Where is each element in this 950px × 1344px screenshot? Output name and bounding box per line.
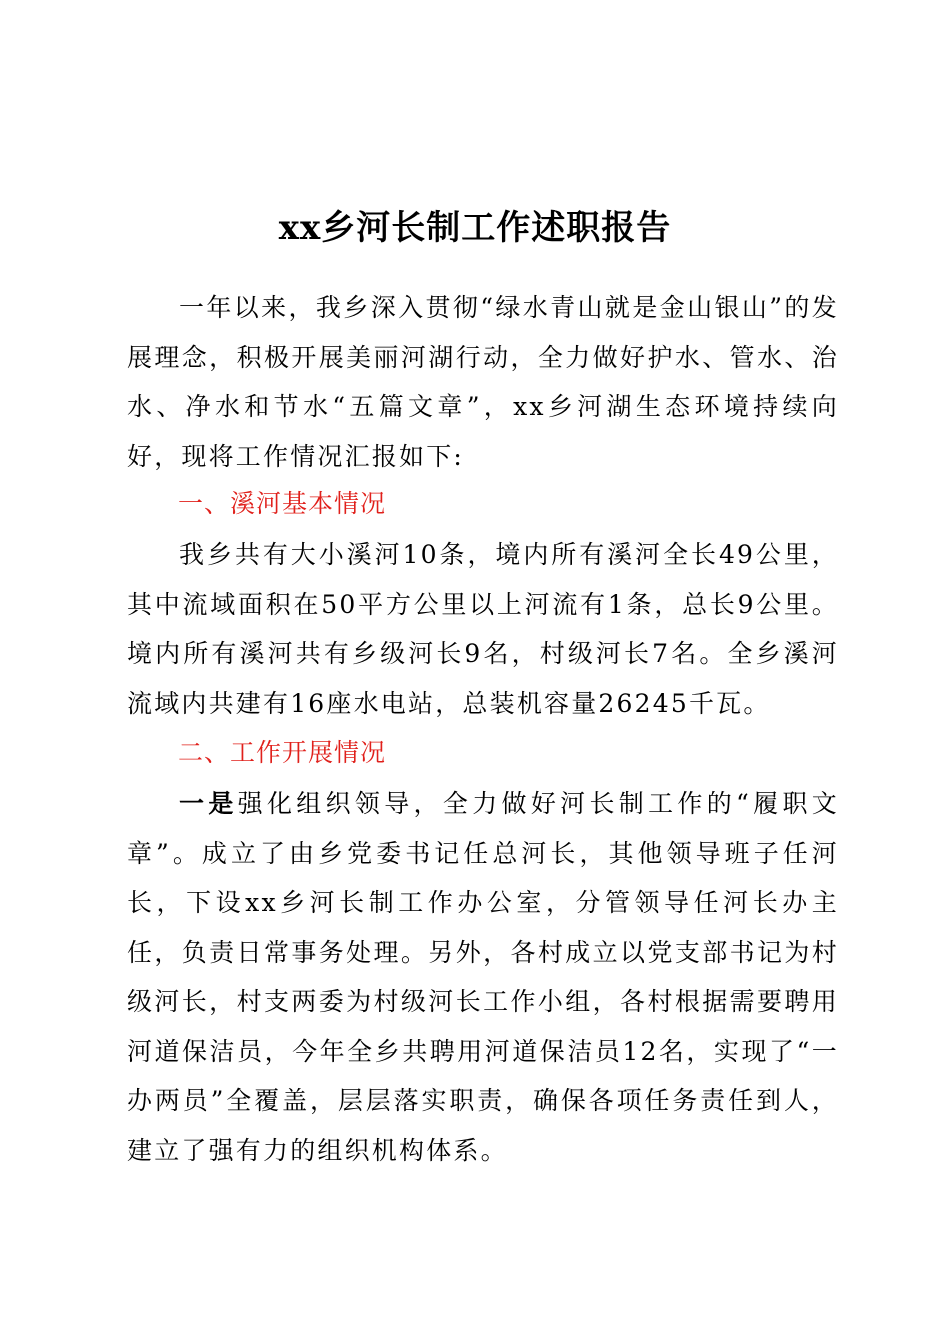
section-heading-work-progress: 二、工作开展情况 (178, 738, 387, 767)
intro-paragraph: 一年以来，我乡深入贯彻“绿水青山就是金山银山”的发展理念，积极开展美丽河湖行动，全力做好护水、管水、治水、净水和节水“五篇文章”，xx乡河湖生态环境持续向好，现将工作情况汇报如下: (127, 293, 839, 471)
section-heading-basic-info: 一、溪河基本情况 (178, 489, 387, 518)
basic-info-paragraph: 我乡共有大小溪河10条，境内所有溪河全长49公里，其中流域面积在50平方公里以上河流有1条，总长9公里。境内所有溪河共有乡级河长9名，村级河长7名。全乡溪河流域内共建有16座水电站，总装机容量26245千瓦。 (127, 540, 839, 718)
work-progress-text: 强化组织领导，全力做好河长制工作的“履职文章”。成立了由乡党委书记任总河长，其他领导班子任河长，下设xx乡河长制工作办公室，分管领导任河长办主任，负责日常事务处理。另外，各村成立以党支部书记为村级河长，村支两委为村级河长工作小组，各村根据需要聘用河道保洁员，今年全乡共聘用河道保洁员12名，实现了“一办两员”全覆盖，层层落实职责，确保各项任务责任到人，建立了强有力的组织机构体系。 (127, 789, 839, 1165)
paragraph-lead: 一是 (179, 789, 238, 818)
work-progress-paragraph (127, 779, 839, 1175)
document-title: xx乡河长制工作述职报告 (278, 208, 672, 248)
